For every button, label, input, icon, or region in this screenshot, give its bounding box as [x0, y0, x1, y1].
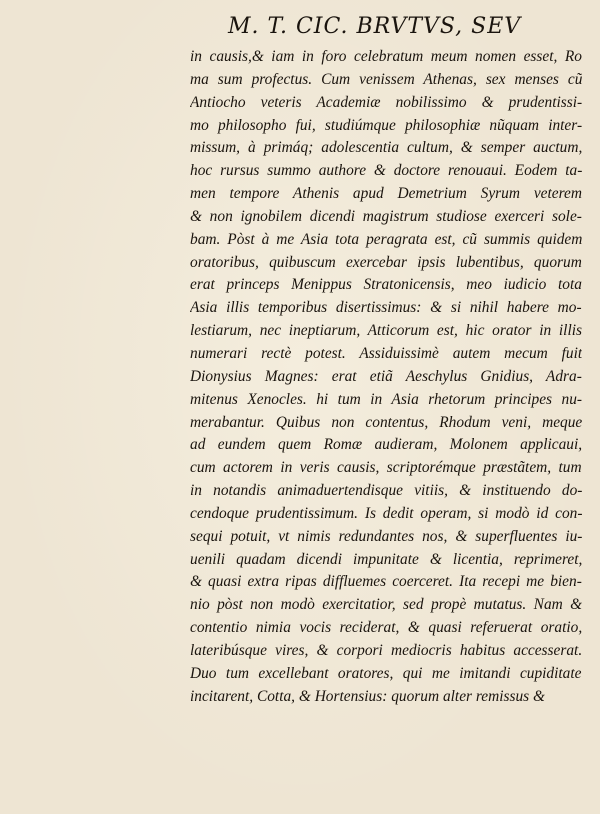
text-line: mo philosopho fui, studiúmque philosophiæ nũquam inter- [190, 116, 582, 134]
text-line: lateribúsque vires, & corpori mediocris habitus accesserat. [190, 641, 582, 659]
text-line: Dionysius Magnes: erat etiã Aeschylus Gnidius, Adra- [190, 367, 582, 385]
running-head: M. T. CIC. BRVTVS, SEV [228, 14, 522, 39]
text-line: Duo tum excellebant oratores, qui me imitandi cupiditate [190, 664, 582, 682]
text-line: men tempore Athenis apud Demetrium Syrum veterem [190, 185, 582, 203]
text-line: ma sum profectus. Cum venissem Athenas, sex menses cũ [190, 70, 582, 88]
text-line: merabantur. Quibus non contentus, Rhodum veni, meque [190, 413, 582, 431]
text-line: hoc rursus summo authore & doctore renouaui. Eodem ta- [190, 162, 582, 180]
text-line: incitarent, Cotta, & Hortensius: quorum alter remissus & [190, 687, 545, 705]
text-line: ad eundem quem Romæ audieram, Molonem applicaui, [190, 436, 582, 454]
text-line: contentio nimia vocis reciderat, & quasi referuerat oratio, [190, 619, 582, 637]
text-line: oratoribus, quibuscum exercebar ipsis lubentibus, quorum [190, 253, 582, 271]
text-line: Antiocho veteris Academiæ nobilissimo & prudentissi- [190, 93, 582, 111]
body-text [190, 46, 582, 708]
text-line: lestiarum, nec ineptiarum, Atticorum est, hic orator in illis [190, 322, 582, 340]
text-line: sequi potuit, vt nimis redundantes nos, & superfluentes iu- [190, 527, 582, 545]
text-line: mitenus Xenocles. hi tum in Asia rhetorum principes nu- [190, 390, 582, 408]
text-line: missum, à primáq; adolescentia cultum, & semper auctum, [190, 139, 582, 157]
text-line: & quasi extra ripas difflueтes coerceret. Ita recepi me bien- [190, 573, 582, 591]
text-line: Asia illis temporibus disertissimus: & si nihil habere mo- [190, 299, 582, 317]
text-line: bam. Pòst à me Asia tota peragrata est, cũ summis quidem [190, 230, 582, 248]
text-line: nio pòst non modò exercitatior, sed propè mutatus. Nam & [190, 596, 582, 614]
text-line: uenili quadam dicendi impunitate & licentia, reprimeret, [190, 550, 582, 568]
text-line: & non ignobilem dicendi magistrum studiose exerceri sole- [190, 207, 582, 225]
text-line: cum actorem in veris causis, scriptorémque præstãtem, tum [190, 459, 582, 477]
text-line: erat princeps Menippus Stratonicensis, meo iudicio tota [190, 276, 582, 294]
text-line: in causis,& iam in foro celebratum meum nomen esset, Ro [190, 48, 582, 65]
text-line: in notandis animaduertendisque vitiis, & instituendo do- [190, 482, 582, 500]
text-line: cendoque prudentissimum. Is dedit operam, si modò id con- [190, 504, 582, 522]
text-line: numerari rectè potest. Assiduissimè autem mecum fuit [190, 344, 582, 362]
